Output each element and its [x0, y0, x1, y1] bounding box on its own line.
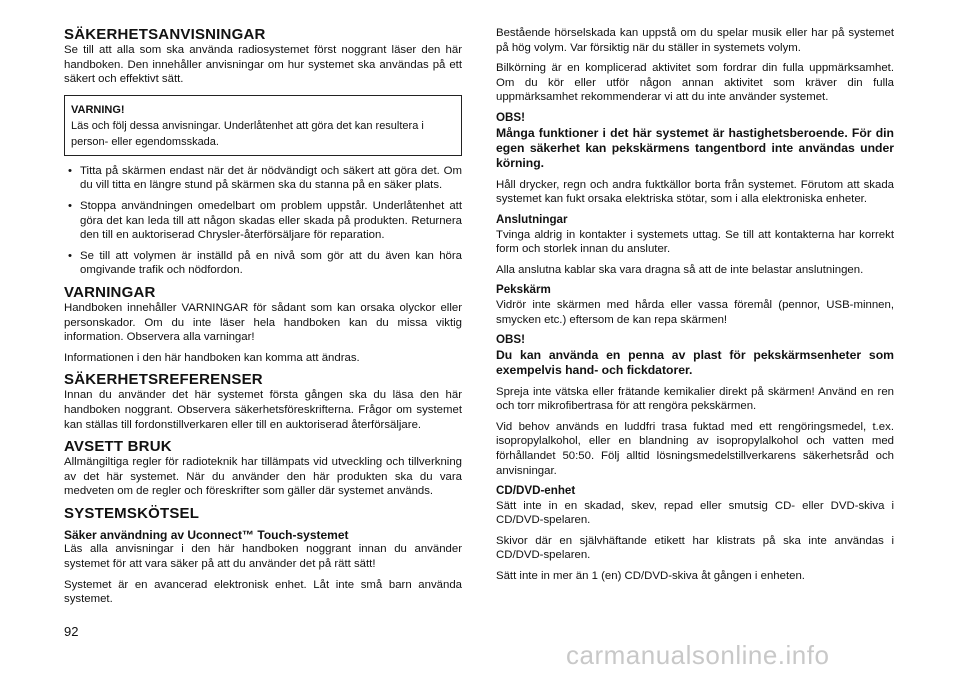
obs-text-2: Du kan använda en penna av plast för pekskärmsenheter som exempelvis hand- och fickdatorer.	[496, 347, 894, 378]
subheading-connections: Anslutningar	[496, 212, 568, 226]
obs-text-1: Många funktioner i det här systemet är hastighetsberoende. För din egen säkerhet kan pekskärmens tangentbord inte användas under körning.	[496, 125, 894, 171]
warning-box	[64, 95, 462, 156]
para-connections-2: Alla anslutna kablar ska vara dragna så att de inte belastar anslutningen.	[496, 263, 864, 276]
para-intended-use: Allmängiltiga regler för radioteknik har tillämpats vid utveckling och tillverkning av det här systemet. När du använder den här produkten ska du vara medveten om de regler och föreskrifter som gäller där systemet används.	[64, 456, 462, 498]
para-connections-1: Tvinga aldrig in kontakter i systemets uttag. Se till att kontakterna har korrekt form och storlek innan du ansluter.	[496, 228, 894, 256]
heading-system-care: SYSTEMSKÖTSEL	[64, 504, 200, 522]
para-driving: Bilkörning är en komplicerad aktivitet som fordrar din fulla uppmärksamhet. Om du kör eller utför någon annan aktivitet som kräver din fulla uppmärksamhet rekommenderar vi att du inte använder systemet.	[496, 62, 894, 104]
subheading-cd-dvd: CD/DVD-enhet	[496, 484, 576, 498]
left-column	[64, 26, 462, 613]
para-touchscreen: Vidrör inte skärmen med hårda eller vassa föremål (pennor, USB-minnen, smycken etc.) eftersom de kan repa skärmen!	[496, 298, 894, 326]
warning-title: VARNING!	[71, 103, 125, 116]
page-number: 92	[64, 624, 79, 639]
para-cd-2: Skivor där en självhäftande etikett har klistrats på ska inte användas i CD/DVD-spelaren.	[496, 534, 894, 562]
obs-label-2: OBS!	[496, 333, 525, 347]
watermark: carmanualsonline.info	[566, 640, 830, 670]
para-safety-references: Innan du använder det här systemet första gången ska du läsa den här handboken noggrant. Observera säkerhetsföreskrifterna. Frågor om systemet kan ställas till fordonstillverkaren eller till en auktoriserad återförsäljare.	[64, 389, 462, 431]
right-column	[496, 26, 894, 590]
para-warnings-2: Informationen i den här handboken kan komma att ändras.	[64, 351, 360, 364]
para-warnings-1: Handboken innehåller VARNINGAR för sådant som kan orsaka olyckor eller personskador. Om du inte läser hela handboken kan du missa viktig information. Observera alla varningar!	[64, 301, 462, 344]
para-cd-3: Sätt inte in mer än 1 (en) CD/DVD-skiva åt gången i enheten.	[496, 570, 805, 583]
heading-warnings: VARNINGAR	[64, 283, 156, 301]
para-uconnect-1: Läs alla anvisningar i den här handboken noggrant innan du använder systemet för att vara säker på att du använder det på rätt sätt!	[64, 543, 462, 571]
heading-safety-references: SÄKERHETSREFERENSER	[64, 371, 263, 389]
para-uconnect-2: Systemet är en avancerad elektronisk enhet. Låt inte små barn använda systemet.	[64, 578, 462, 606]
heading-safety: SÄKERHETSANVISNINGAR	[64, 26, 266, 43]
list-item: • Titta på skärmen endast när det är nödvändigt och säkert att göra det. Om du vill titta en längre stund på skärmen ska du stanna på en säker plats.	[64, 164, 462, 193]
para-cd-1: Sätt inte in en skadad, skev, repad eller smutsig CD- eller DVD-skiva i CD/DVD-spelaren.	[496, 499, 894, 527]
para-liquids: Håll drycker, regn och andra fuktkällor borta från systemet. Förutom att skada systemet kan fukt orsaka elektriska stötar, som i alla elektroniska enheter.	[496, 178, 894, 206]
para-cleaning-1: Spreja inte vätska eller frätande kemikalier direkt på skärmen! Använd en ren och torr mikrofibertrasa för att rengöra pekskärmen.	[496, 385, 894, 413]
list-item: • Stoppa användningen omedelbart om problem uppstår. Underlåtenhet att göra det kan leda till att någon skadas eller skada på produkten. Returnera den till en auktoriserad Chrysler-återförsäljare för reparation.	[64, 199, 462, 243]
list-item: • Se till att volymen är inställd på en nivå som gör att du även kan höra omgivande trafik och nödfordon.	[64, 249, 462, 278]
para-hearing: Bestående hörselskada kan uppstå om du spelar musik eller har på systemet på hög volym. Var försiktig när du ställer in systemets volym.	[496, 27, 894, 54]
subheading-uconnect: Säker användning av Uconnect™ Touch-systemet	[64, 527, 349, 542]
warning-text: Läs och följ dessa anvisningar. Underlåtenhet att göra det kan resultera i person- eller egendomsskada.	[71, 119, 424, 148]
para-safety: Se till att alla som ska använda radiosystemet först noggrant läser den här handboken. Den innehåller anvisningar om hur systemet ska användas på ett säkert och effektivt sätt.	[64, 44, 462, 86]
obs-label-1: OBS!	[496, 110, 525, 124]
subheading-touchscreen: Pekskärm	[496, 283, 551, 297]
heading-intended-use: AVSETT BRUK	[64, 438, 172, 456]
para-cleaning-2: Vid behov används en luddfri trasa fuktad med ett rengöringsmedel, t.ex. isopropylalkohol, eller en blandning av isopropylalkohol och vatten med förhållandet 50:50. Följ alltid lösningsmedelstillverkarens säkerhetsråd och anvisningar.	[496, 420, 894, 477]
safety-bullet-list	[64, 164, 462, 278]
